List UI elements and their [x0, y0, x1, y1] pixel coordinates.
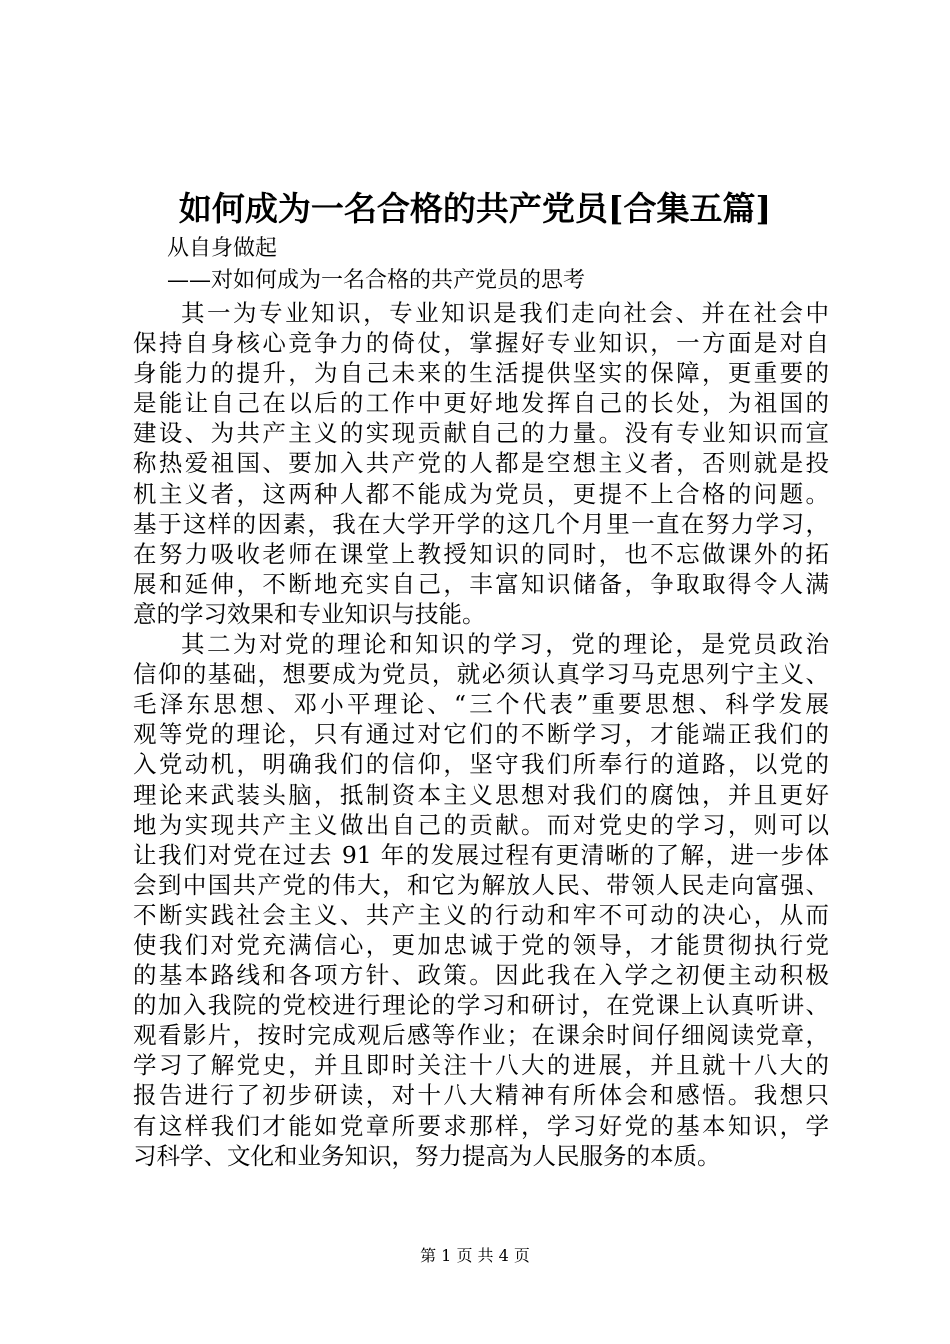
paragraph-line: 展和延伸，不断地充实自己，丰富知识储备，争取取得令人满 — [133, 569, 829, 598]
paragraph-line: 的加入我院的党校进行理论的学习和研讨，在党课上认真听讲、 — [133, 991, 829, 1020]
paragraph-line: 建设、为共产主义的实现贡献自己的力量。没有专业知识而宣 — [133, 419, 829, 448]
paragraph-line: 信仰的基础，想要成为党员，就必须认真学习马克思列宁主义、 — [133, 660, 829, 689]
document-body — [133, 298, 829, 1171]
paragraph-line: 观看影片，按时完成观后感等作业；在课余时间仔细阅读党章， — [133, 1021, 829, 1050]
paragraph-line: 有这样我们才能如党章所要求那样，学习好党的基本知识，学 — [133, 1111, 829, 1140]
paragraph-line: 使我们对党充满信心，更加忠诚于党的领导，才能贯彻执行党 — [133, 930, 829, 959]
paragraph-line: 机主义者，这两种人都不能成为党员，更提不上合格的问题。 — [133, 479, 829, 508]
paragraph-line: 让我们对党在过去 91 年的发展过程有更清晰的了解，进一步体 — [133, 840, 829, 869]
paragraph-line: 其一为专业知识，专业知识是我们走向社会、并在社会中 — [181, 299, 829, 327]
paragraph-line: 入党动机，明确我们的信仰，坚守我们所奉行的道路，以党的 — [133, 750, 829, 779]
paragraph-line: 身能力的提升，为自己未来的生活提供坚实的保障，更重要的 — [133, 359, 829, 388]
paragraph-line: 习科学、文化和业务知识，努力提高为人民服务的本质。 — [133, 1141, 721, 1170]
paragraph-line: 理论来武装头脑，抵制资本主义思想对我们的腐蚀，并且更好 — [133, 780, 829, 809]
paragraph-line: 会到中国共产党的伟大，和它为解放人民、带领人民走向富强、 — [133, 870, 829, 899]
document-title: 如何成为一名合格的共产党员[合集五篇] — [178, 189, 772, 228]
paragraph-2 — [133, 629, 829, 1171]
paragraph-line: 学习了解党史，并且即时关注十八大的进展，并且就十八大的 — [133, 1051, 829, 1080]
paragraph-line: 报告进行了初步研读，对十八大精神有所体会和感悟。我想只 — [133, 1081, 829, 1110]
paragraph-line: 观等党的理论，只有通过对它们的不断学习，才能端正我们的 — [133, 720, 829, 749]
paragraph-line: 毛泽东思想、邓小平理论、“三个代表”重要思想、科学发展 — [133, 690, 829, 719]
paragraph-line: 的基本路线和各项方针、政策。因此我在入学之初便主动积极 — [133, 961, 829, 990]
paragraph-line: 保持自身核心竞争力的倚仗，掌握好专业知识，一方面是对自 — [133, 329, 829, 358]
paragraph-line: 是能让自己在以后的工作中更好地发挥自己的长处，为祖国的 — [133, 389, 829, 418]
subtitle-line-2: ——对如何成为一名合格的共产党员的思考 — [167, 268, 586, 293]
paragraph-line: 称热爱祖国、要加入共产党的人都是空想主义者，否则就是投 — [133, 449, 829, 478]
paragraph-line: 其二为对党的理论和知识的学习，党的理论，是党员政治 — [181, 630, 829, 659]
paragraph-line: 地为实现共产主义做出自己的贡献。而对党史的学习，则可以 — [133, 810, 829, 839]
paragraph-line: 在努力吸收老师在课堂上教授知识的同时，也不忘做课外的拓 — [133, 539, 829, 568]
page-number-footer: 第 1 页 共 4 页 — [420, 1246, 530, 1265]
paragraph-line: 不断实践社会主义、共产主义的行动和牢不可动的决心，从而 — [133, 900, 829, 929]
subtitle-line-1: 从自身做起 — [167, 236, 278, 261]
paragraph-line: 基于这样的因素，我在大学开学的这几个月里一直在努力学习， — [133, 509, 829, 538]
paragraph-1 — [133, 298, 829, 629]
paragraph-line: 意的学习效果和专业知识与技能。 — [133, 599, 486, 628]
